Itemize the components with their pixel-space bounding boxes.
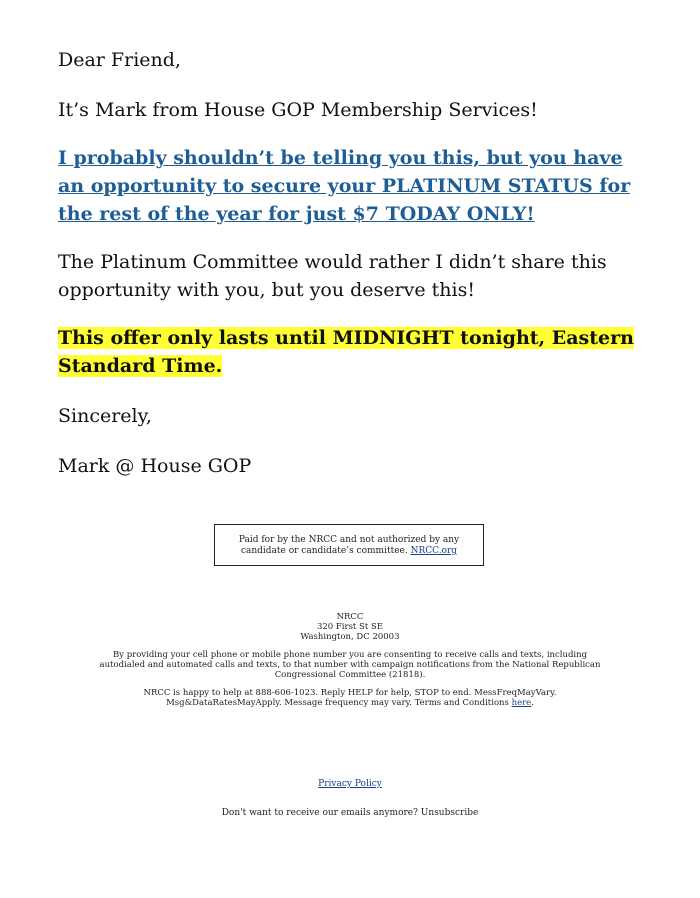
help-text-body: NRCC is happy to help at 888-606-1023. Reply HELP for help, STOP to end. MessFreqMayVary. Msg&DataRatesMayApply. Message frequency may vary. Terms and Conditions: [143, 688, 557, 708]
platinum-offer-link[interactable]: I probably shouldn’t be telling you this, but you have an opportunity to secure your PLATINUM STATUS for the rest of the year for just $7 TODAY ONLY!: [58, 147, 631, 225]
deadline-notice: [58, 324, 648, 380]
closing: Sincerely,: [58, 405, 152, 427]
help-text-end: .: [531, 698, 534, 708]
deadline-line-1: This offer only lasts until MIDNIGHT tonight, Eastern: [58, 327, 634, 349]
committee-paragraph: The Platinum Committee would rather I didn’t share this opportunity with you, but you deserve this!: [58, 251, 607, 301]
help-text: [96, 688, 604, 708]
signature: Mark @ House GOP: [58, 455, 252, 477]
privacy-policy: [0, 779, 700, 790]
street-address: 320 First St SE: [316, 622, 384, 632]
email-letter-body: [58, 46, 648, 480]
mailing-address: [96, 612, 604, 642]
city-address: Washington, DC 20003: [300, 632, 400, 642]
intro-line: It’s Mark from House GOP Membership Services!: [58, 99, 538, 121]
org-name: NRCC: [336, 612, 364, 622]
paid-for-disclaimer: [214, 524, 484, 566]
disclaimer-text: Paid for by the NRCC and not authorized by any candidate or candidate’s committee.: [238, 535, 460, 556]
unsubscribe-text[interactable]: Don't want to receive our emails anymore? Unsubscribe: [221, 808, 479, 818]
salutation: Dear Friend,: [58, 49, 181, 71]
sms-consent-text: By providing your cell phone or mobile phone number you are consenting to receive calls and texts, including autodialed and automated calls and texts, to that number with campaign notifications from the National Republican Congressional Committee (21818).: [99, 650, 601, 680]
nrcc-link[interactable]: NRCC.org: [410, 546, 458, 556]
email-footer: [96, 612, 604, 708]
deadline-line-2: Standard Time.: [58, 355, 223, 377]
terms-link[interactable]: here: [511, 698, 532, 708]
privacy-policy-link[interactable]: Privacy Policy: [318, 779, 382, 789]
